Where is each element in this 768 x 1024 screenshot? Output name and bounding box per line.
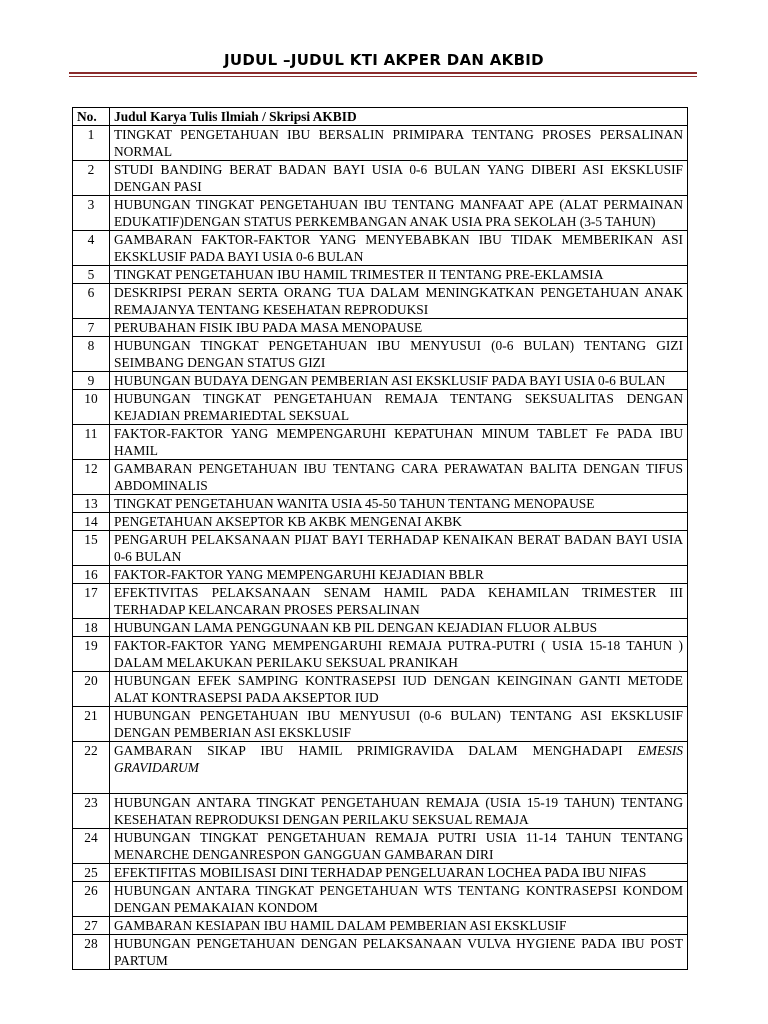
table-row <box>73 231 688 266</box>
row-number: 20 <box>73 672 110 707</box>
table-row <box>73 584 688 619</box>
row-title: FAKTOR-FAKTOR YANG MEMPENGARUHI KEPATUHAN MINUM TABLET Fe PADA IBU HAMIL <box>110 425 688 460</box>
title-underline-thick <box>69 72 697 74</box>
row-title: TINGKAT PENGETAHUAN IBU HAMIL TRIMESTER II TENTANG PRE-EKLAMSIA <box>110 266 688 284</box>
row-title: HUBUNGAN BUDAYA DENGAN PEMBERIAN ASI EKSKLUSIF PADA BAYI USIA 0-6 BULAN <box>110 372 688 390</box>
table-body <box>73 126 688 970</box>
table-row <box>73 337 688 372</box>
row-title: PERUBAHAN FISIK IBU PADA MASA MENOPAUSE <box>110 319 688 337</box>
table-row <box>73 161 688 196</box>
table-row <box>73 829 688 864</box>
table-row <box>73 742 688 794</box>
table-row <box>73 284 688 319</box>
row-title: PENGETAHUAN AKSEPTOR KB AKBK MENGENAI AKBK <box>110 513 688 531</box>
row-title: HUBUNGAN PENGETAHUAN IBU MENYUSUI (0-6 BULAN) TENTANG ASI EKSKLUSIF DENGAN PEMBERIAN ASI EKSKLUSIF <box>110 707 688 742</box>
row-number: 12 <box>73 460 110 495</box>
table-row <box>73 266 688 284</box>
row-number: 13 <box>73 495 110 513</box>
row-number: 5 <box>73 266 110 284</box>
table-row <box>73 917 688 935</box>
row-number: 19 <box>73 637 110 672</box>
row-title: DESKRIPSI PERAN SERTA ORANG TUA DALAM MENINGKATKAN PENGETAHUAN ANAK REMAJANYA TENTANG KESEHATAN REPRODUKSI <box>110 284 688 319</box>
table-row <box>73 864 688 882</box>
row-title: PENGARUH PELAKSANAAN PIJAT BAYI TERHADAP KENAIKAN BERAT BADAN BAYI USIA 0-6 BULAN <box>110 531 688 566</box>
row-number: 3 <box>73 196 110 231</box>
row-number: 22 <box>73 742 110 794</box>
table-row <box>73 495 688 513</box>
row-number: 6 <box>73 284 110 319</box>
row-title <box>110 742 688 794</box>
table-row <box>73 425 688 460</box>
row-title: FAKTOR-FAKTOR YANG MEMPENGARUHI KEJADIAN BBLR <box>110 566 688 584</box>
row-title: HUBUNGAN EFEK SAMPING KONTRASEPSI IUD DENGAN KEINGINAN GANTI METODE ALAT KONTRASEPSI PADA AKSEPTOR IUD <box>110 672 688 707</box>
row-number: 15 <box>73 531 110 566</box>
row-number: 16 <box>73 566 110 584</box>
row-number: 23 <box>73 794 110 829</box>
row-title: FAKTOR-FAKTOR YANG MEMPENGARUHI REMAJA PUTRA-PUTRI ( USIA 15-18 TAHUN ) DALAM MELAKUKAN PERILAKU SEKSUAL PRANIKAH <box>110 637 688 672</box>
table-row <box>73 566 688 584</box>
row-number: 25 <box>73 864 110 882</box>
table-header-row <box>73 108 688 126</box>
table-row <box>73 372 688 390</box>
header-no: No. <box>73 108 110 126</box>
table-row <box>73 637 688 672</box>
page-title: JUDUL –JUDUL KTI AKPER DAN AKBID <box>224 51 544 69</box>
table-row <box>73 460 688 495</box>
header-title: Judul Karya Tulis Ilmiah / Skripsi AKBID <box>110 108 688 126</box>
row-number: 17 <box>73 584 110 619</box>
table-row <box>73 619 688 637</box>
table-row <box>73 126 688 161</box>
row-title-text: GAMBARAN SIKAP IBU HAMIL PRIMIGRAVIDA DALAM MENGHADAPI <box>114 743 623 758</box>
table-row <box>73 531 688 566</box>
row-number: 1 <box>73 126 110 161</box>
row-number: 11 <box>73 425 110 460</box>
table-row <box>73 319 688 337</box>
row-number: 8 <box>73 337 110 372</box>
row-title: GAMBARAN FAKTOR-FAKTOR YANG MENYEBABKAN IBU TIDAK MEMBERIKAN ASI EKSKLUSIF PADA BAYI USIA 0-6 BULAN <box>110 231 688 266</box>
row-number: 21 <box>73 707 110 742</box>
row-title: HUBUNGAN PENGETAHUAN DENGAN PELAKSANAAN VULVA HYGIENE PADA IBU POST PARTUM <box>110 935 688 970</box>
table-row <box>73 882 688 917</box>
row-number: 24 <box>73 829 110 864</box>
row-title: HUBUNGAN LAMA PENGGUNAAN KB PIL DENGAN KEJADIAN FLUOR ALBUS <box>110 619 688 637</box>
table-row <box>73 390 688 425</box>
table-row <box>73 935 688 970</box>
table-row <box>73 513 688 531</box>
row-number: 7 <box>73 319 110 337</box>
row-title: TINGKAT PENGETAHUAN IBU BERSALIN PRIMIPARA TENTANG PROSES PERSALINAN NORMAL <box>110 126 688 161</box>
row-number: 28 <box>73 935 110 970</box>
row-title: HUBUNGAN ANTARA TINGKAT PENGETAHUAN REMAJA (USIA 15-19 TAHUN) TENTANG KESEHATAN REPRODUKSI DENGAN PERILAKU SEKSUAL REMAJA <box>110 794 688 829</box>
row-number: 27 <box>73 917 110 935</box>
kti-title-table <box>72 107 688 970</box>
row-title: EFEKTIFITAS MOBILISASI DINI TERHADAP PENGELUARAN LOCHEA PADA IBU NIFAS <box>110 864 688 882</box>
row-number: 18 <box>73 619 110 637</box>
row-title: HUBUNGAN TINGKAT PENGETAHUAN IBU TENTANG MANFAAT APE (ALAT PERMAINAN EDUKATIF)DENGAN STATUS PERKEMBANGAN ANAK USIA PRA SEKOLAH (3-5 TAHUN) <box>110 196 688 231</box>
row-number: 2 <box>73 161 110 196</box>
row-number: 9 <box>73 372 110 390</box>
row-title: HUBUNGAN ANTARA TINGKAT PENGETAHUAN WTS TENTANG KONTRASEPSI KONDOM DENGAN PEMAKAIAN KONDOM <box>110 882 688 917</box>
row-number: 4 <box>73 231 110 266</box>
row-title: HUBUNGAN TINGKAT PENGETAHUAN IBU MENYUSUI (0-6 BULAN) TENTANG GIZI SEIMBANG DENGAN STATUS GIZI <box>110 337 688 372</box>
row-title: GAMBARAN KESIAPAN IBU HAMIL DALAM PEMBERIAN ASI EKSKLUSIF <box>110 917 688 935</box>
table-row <box>73 196 688 231</box>
table-row <box>73 794 688 829</box>
row-number: 10 <box>73 390 110 425</box>
row-title: EFEKTIVITAS PELAKSANAAN SENAM HAMIL PADA KEHAMILAN TRIMESTER III TERHADAP KELANCARAN PROSES PERSALINAN <box>110 584 688 619</box>
row-title: HUBUNGAN TINGKAT PENGETAHUAN REMAJA TENTANG SEKSUALITAS DENGAN KEJADIAN PREMARIEDTAL SEKSUAL <box>110 390 688 425</box>
row-number: 14 <box>73 513 110 531</box>
row-title: STUDI BANDING BERAT BADAN BAYI USIA 0-6 BULAN YANG DIBERI ASI EKSKLUSIF DENGAN PASI <box>110 161 688 196</box>
table-row <box>73 672 688 707</box>
row-title: TINGKAT PENGETAHUAN WANITA USIA 45-50 TAHUN TENTANG MENOPAUSE <box>110 495 688 513</box>
table-row <box>73 707 688 742</box>
row-title: GAMBARAN PENGETAHUAN IBU TENTANG CARA PERAWATAN BALITA DENGAN TIFUS ABDOMINALIS <box>110 460 688 495</box>
row-title: HUBUNGAN TINGKAT PENGETAHUAN REMAJA PUTRI USIA 11-14 TAHUN TENTANG MENARCHE DENGANRESPON GANGGUAN GAMBARAN DIRI <box>110 829 688 864</box>
row-number: 26 <box>73 882 110 917</box>
title-underline-thin <box>69 76 697 77</box>
row-title-italic: EMESIS GRAVIDARUM <box>114 743 683 775</box>
